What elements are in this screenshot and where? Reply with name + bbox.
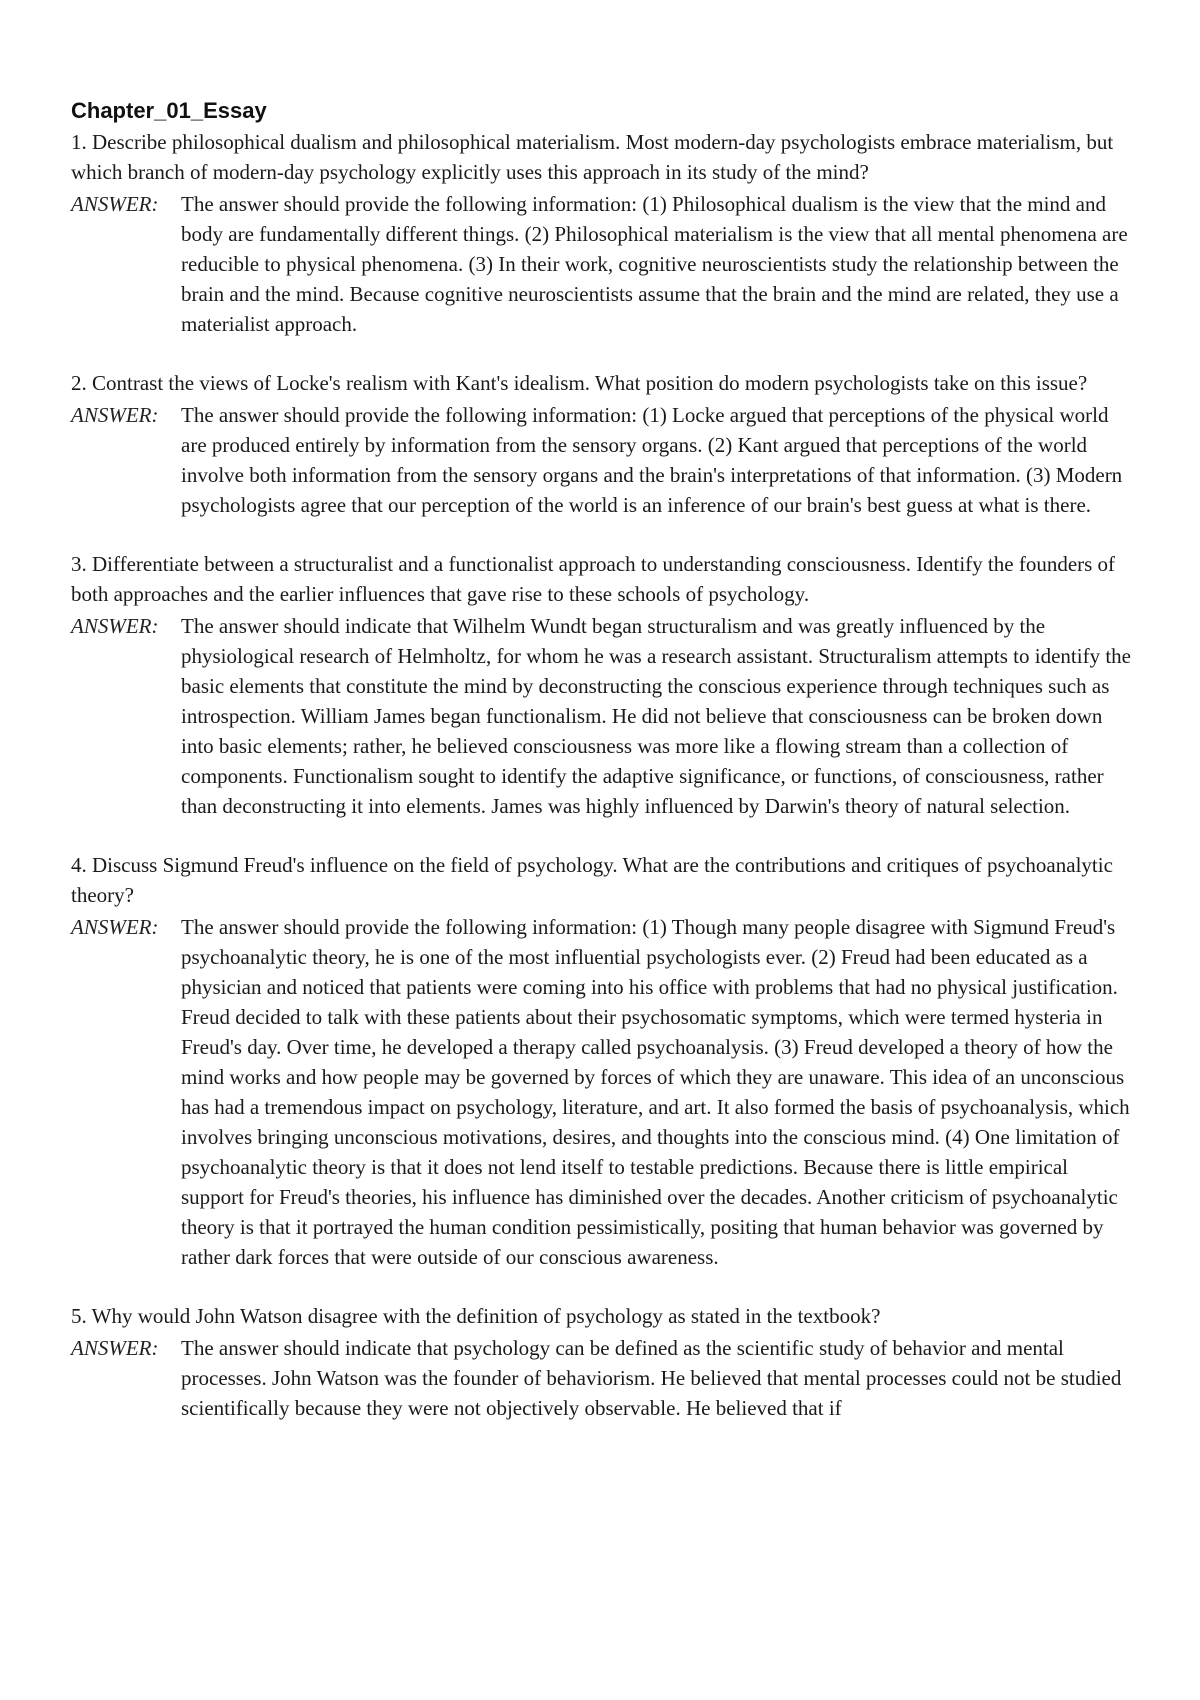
question-text: 4. Discuss Sigmund Freud's influence on the field of psychology. What are the contributions and critiques of psychoanalytic theory? <box>71 853 1113 907</box>
answer-label: ANSWER: <box>71 915 159 939</box>
answer-label: ANSWER: <box>71 614 159 638</box>
answer-row <box>71 912 1133 1272</box>
answer-label: ANSWER: <box>71 1336 159 1360</box>
answer-row <box>71 1333 1133 1423</box>
answer-row <box>71 400 1133 520</box>
question-block <box>71 549 1133 821</box>
question-text: 3. Differentiate between a structuralist and a functionalist approach to understanding consciousness. Identify the founders of both approaches and the earlier influences that gave rise to these schools of psychology. <box>71 552 1116 606</box>
chapter-title: Chapter_01_Essay <box>71 98 267 123</box>
question-block <box>71 368 1133 520</box>
answer-text: The answer should indicate that Wilhelm Wundt began structuralism and was greatly influenced by the physiological research of Helmholtz, for whom he was a research assistant. Structuralism attempts to identify the basic elements that constitute the mind by deconstructing the conscious experience through techniques such as introspection. William James began functionalism. He did not believe that consciousness can be broken down into basic elements; rather, he believed consciousness was more like a flowing stream than a collection of components. Functionalism sought to identify the adaptive significance, or functions, of consciousness, rather than deconstructing it into elements. James was highly influenced by Darwin's theory of natural selection. <box>181 614 1131 818</box>
question-text: 1. Describe philosophical dualism and philosophical materialism. Most modern-day psychologists embrace materialism, but which branch of modern-day psychology explicitly uses this approach in its study of the mind? <box>71 130 1114 184</box>
question-text: 5. Why would John Watson disagree with the definition of psychology as stated in the textbook? <box>71 1304 881 1328</box>
answer-label: ANSWER: <box>71 403 159 427</box>
question-block <box>71 1301 1133 1423</box>
question-text: 2. Contrast the views of Locke's realism with Kant's idealism. What position do modern psychologists take on this issue? <box>71 371 1088 395</box>
answer-text: The answer should provide the following information: (1) Philosophical dualism is the view that the mind and body are fundamentally different things. (2) Philosophical materialism is the view that all mental phenomena are reducible to physical phenomena. (3) In their work, cognitive neuroscientists study the relationship between the brain and the mind. Because cognitive neuroscientists assume that the brain and the mind are related, they use a materialist approach. <box>181 192 1128 336</box>
answer-label: ANSWER: <box>71 192 159 216</box>
question-block <box>71 850 1133 1272</box>
answer-row <box>71 189 1133 339</box>
document-page <box>71 96 1133 1452</box>
question-block <box>71 127 1133 339</box>
answer-text: The answer should provide the following information: (1) Though many people disagree with Sigmund Freud's psychoanalytic theory, he is one of the most influential psychologists ever. (2) Freud had been educated as a physician and noticed that patients were coming into his office with problems that had no physical justification. Freud decided to talk with these patients about their psychosomatic symptoms, which were termed hysteria in Freud's day. Over time, he developed a therapy called psychoanalysis. (3) Freud developed a theory of how the mind works and how people may be governed by forces of which they are unaware. This idea of an unconscious has had a tremendous impact on psychology, literature, and art. It also formed the basis of psychoanalysis, which involves bringing unconscious motivations, desires, and thoughts into the conscious mind. (4) One limitation of psychoanalytic theory is that it does not lend itself to testable predictions. Because there is little empirical support for Freud's theories, his influence has diminished over the decades. Another criticism of psychoanalytic theory is that it portrayed the human condition pessimistically, positing that human behavior was governed by rather dark forces that were outside of our conscious awareness. <box>181 915 1130 1269</box>
answer-row <box>71 611 1133 821</box>
answer-text: The answer should provide the following information: (1) Locke argued that perceptions of the physical world are produced entirely by information from the sensory organs. (2) Kant argued that perceptions of the world involve both information from the sensory organs and the brain's interpretations of that information. (3) Modern psychologists agree that our perception of the world is an inference of our brain's best guess at what is there. <box>181 403 1123 517</box>
answer-text: The answer should indicate that psychology can be defined as the scientific study of behavior and mental processes. John Watson was the founder of behaviorism. He believed that mental processes could not be studied scientifically because they were not objectively observable. He believed that if <box>181 1336 1122 1420</box>
